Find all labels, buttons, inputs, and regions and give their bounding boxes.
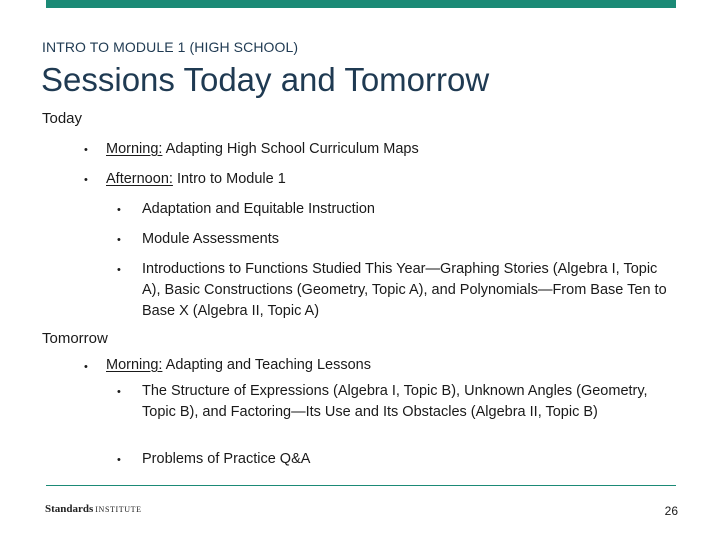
- afternoon-prefix: Afternoon:: [106, 171, 173, 187]
- top-accent-bar: [46, 0, 676, 8]
- tomorrow-morning-item: [106, 355, 371, 376]
- bullet-icon: •: [117, 264, 121, 276]
- today-morning-item: [106, 139, 419, 160]
- institute-logo: [45, 503, 142, 515]
- afternoon-subitem: Adaptation and Equitable Instruction: [142, 201, 375, 217]
- afternoon-text: Intro to Module 1: [172, 171, 286, 187]
- tomorrow-morning-prefix: Morning:: [106, 357, 163, 373]
- section-kicker: INTRO TO MODULE 1 (HIGH SCHOOL): [42, 39, 299, 55]
- page-number: 26: [664, 504, 678, 518]
- bullet-icon: •: [84, 361, 88, 373]
- bullet-icon: •: [84, 174, 88, 186]
- afternoon-subitem: Introductions to Functions Studied This Year—Graphing Stories (Algebra I, Topic A), Basic Constructions (Geometry, Topic A), and Polynomials—From Base Ten to Base X (Algebra II, Topic A): [142, 261, 667, 319]
- today-afternoon-item: [106, 169, 286, 190]
- page-title: Sessions Today and Tomorrow: [41, 61, 490, 98]
- bullet-icon: •: [117, 204, 121, 216]
- morning-text: Adapting High School Curriculum Maps: [162, 141, 419, 157]
- bullet-icon: •: [117, 454, 121, 466]
- afternoon-subitem: Module Assessments: [142, 231, 280, 247]
- bullet-icon: •: [84, 144, 88, 156]
- bullet-icon: •: [117, 386, 121, 398]
- footer-divider: [46, 485, 676, 486]
- bullet-icon: •: [117, 234, 121, 246]
- logo-light-text: INSTITUTE: [95, 505, 142, 514]
- today-label: Today: [42, 110, 83, 127]
- tomorrow-morning-text: Adapting and Teaching Lessons: [162, 357, 371, 373]
- tomorrow-subitem: The Structure of Expressions (Algebra I, Topic B), Unknown Angles (Geometry, Topic B), and Factoring—Its Use and Its Obstacles (Algebra II, Topic B): [142, 383, 648, 420]
- tomorrow-label: Tomorrow: [42, 330, 108, 347]
- morning-prefix: Morning:: [106, 141, 163, 157]
- logo-bold-text: Standards: [45, 503, 94, 515]
- tomorrow-subitem: Problems of Practice Q&A: [142, 451, 311, 467]
